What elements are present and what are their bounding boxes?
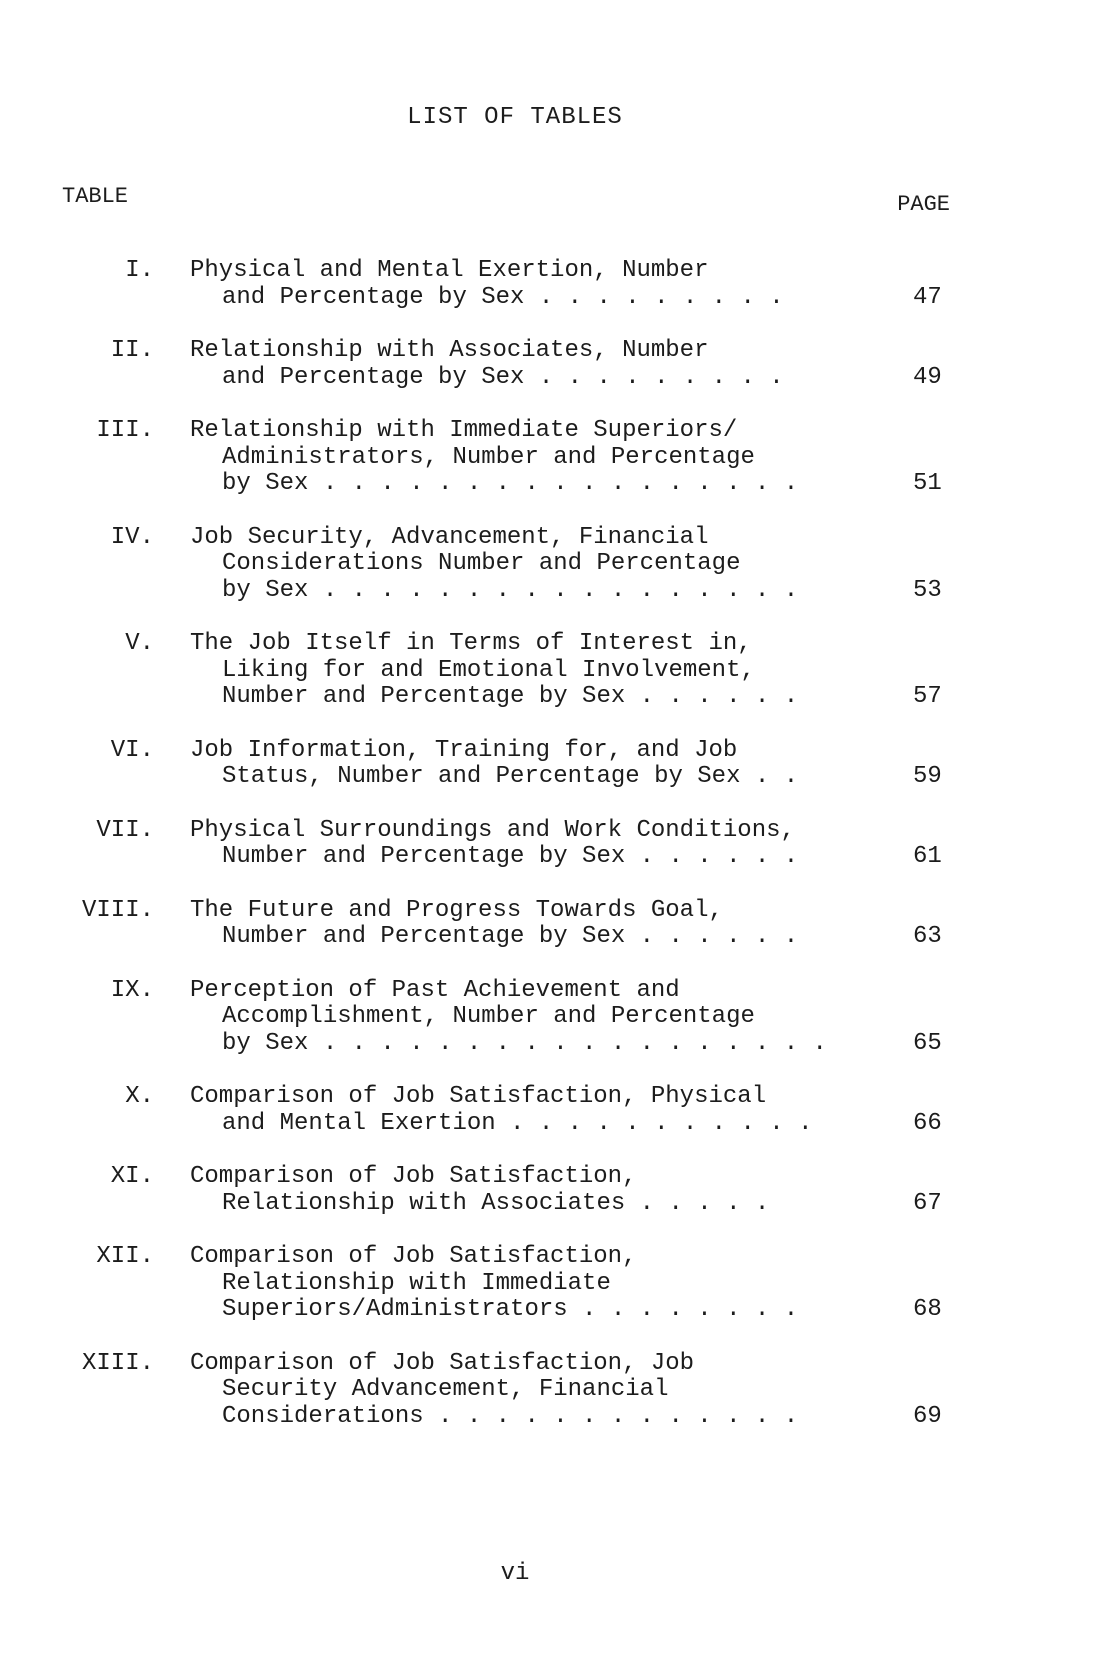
page-ref: 69	[913, 1402, 942, 1430]
table-title-line: Administrators, Number and Percentage	[222, 443, 755, 471]
table-title	[190, 738, 870, 791]
list-item	[0, 1084, 1100, 1137]
table-title-line: by Sex . . . . . . . . . . . . . . . . . .	[222, 1029, 827, 1057]
page-ref: 65	[913, 1029, 942, 1057]
table-number: VII.	[96, 816, 154, 844]
list-item	[0, 418, 1100, 498]
page-ref: 66	[913, 1109, 942, 1137]
page-ref: 61	[913, 843, 942, 870]
list-item	[0, 631, 1100, 711]
page-ref: 51	[913, 470, 942, 497]
table-number: VIII.	[81, 896, 154, 924]
page-ref: 67	[913, 1189, 942, 1217]
table-title-line: Comparison of Job Satisfaction,	[190, 1163, 637, 1190]
table-title-line: and Percentage by Sex . . . . . . . . .	[222, 363, 784, 391]
table-number: IV.	[110, 523, 154, 551]
table-number: I.	[125, 257, 154, 284]
table-title-line: Relationship with Associates, Number	[190, 337, 709, 364]
table-number: III.	[96, 417, 154, 444]
table-title-line: Job Security, Advancement, Financial	[190, 523, 709, 551]
table-title	[190, 631, 870, 711]
table-title	[190, 1164, 870, 1217]
table-title-line: by Sex . . . . . . . . . . . . . . . . .	[222, 576, 799, 604]
table-number: VI.	[110, 736, 154, 764]
table-of-tables-list	[0, 258, 1100, 1457]
table-title-line: Comparison of Job Satisfaction, Physical	[190, 1083, 767, 1110]
list-item	[0, 525, 1100, 605]
table-title-line: Considerations Number and Percentage	[222, 550, 741, 577]
table-number: XII.	[96, 1243, 154, 1270]
table-number: II.	[110, 337, 154, 364]
table-title	[190, 525, 870, 605]
page-ref: 53	[913, 576, 942, 604]
table-title	[190, 258, 870, 311]
list-item	[0, 1244, 1100, 1324]
table-title-line: Number and Percentage by Sex . . . . . .	[222, 923, 799, 950]
table-title	[190, 1084, 870, 1137]
table-title-line: The Job Itself in Terms of Interest in,	[190, 630, 752, 657]
table-title-line: Physical Surroundings and Work Conditions,	[190, 816, 795, 844]
table-title-line: Relationship with Immediate	[222, 1269, 611, 1297]
page-ref: 59	[913, 763, 942, 790]
table-title-line: Liking for and Emotional Involvement,	[222, 656, 755, 684]
table-title-line: and Percentage by Sex . . . . . . . . .	[222, 283, 784, 311]
table-title-line: Considerations . . . . . . . . . . . . .	[222, 1402, 799, 1430]
table-title-line: Relationship with Immediate Superiors/	[190, 417, 738, 444]
table-title-line: Security Advancement, Financial	[222, 1376, 669, 1403]
table-title	[190, 978, 870, 1058]
list-item	[0, 258, 1100, 311]
table-number: XIII.	[81, 1349, 154, 1377]
list-item	[0, 338, 1100, 391]
table-title	[190, 338, 870, 391]
list-item	[0, 978, 1100, 1058]
list-item	[0, 738, 1100, 791]
table-title-line: Perception of Past Achievement and	[190, 976, 680, 1004]
table-title-line: Physical and Mental Exertion, Number	[190, 257, 709, 284]
table-number: X.	[125, 1083, 154, 1110]
table-number: XI.	[110, 1163, 154, 1190]
table-title-line: Job Information, Training for, and Job	[190, 736, 738, 764]
table-title-line: and Mental Exertion . . . . . . . . . . .	[222, 1109, 813, 1137]
table-title	[190, 898, 870, 951]
table-title-line: Comparison of Job Satisfaction, Job	[190, 1349, 695, 1377]
table-title-line: Comparison of Job Satisfaction,	[190, 1243, 637, 1270]
table-title-line: by Sex . . . . . . . . . . . . . . . . .	[222, 470, 799, 497]
table-title-line: Relationship with Associates . . . . .	[222, 1189, 770, 1217]
table-number: IX.	[110, 976, 154, 1004]
table-title-line: Superiors/Administrators . . . . . . . .	[222, 1296, 799, 1323]
table-title	[190, 418, 870, 498]
page-column-header: PAGE	[897, 192, 950, 217]
table-title-line: Status, Number and Percentage by Sex . .	[222, 763, 799, 790]
table-title-line: Accomplishment, Number and Percentage	[222, 1003, 755, 1030]
table-title	[190, 1351, 870, 1431]
page-ref: 68	[913, 1296, 942, 1323]
page-ref: 63	[913, 923, 942, 950]
page-ref: 49	[913, 363, 942, 391]
page-number: vi	[500, 1560, 530, 1587]
table-title	[190, 1244, 870, 1324]
table-title-line: Number and Percentage by Sex . . . . . .	[222, 683, 799, 710]
list-item	[0, 818, 1100, 871]
page-title: LIST OF TABLES	[407, 104, 623, 131]
page-ref: 47	[913, 283, 942, 311]
list-item	[0, 1351, 1100, 1431]
table-title-line: Number and Percentage by Sex . . . . . .	[222, 843, 799, 870]
table-title-line: The Future and Progress Towards Goal,	[190, 896, 723, 924]
table-column-header: TABLE	[62, 184, 129, 209]
list-item	[0, 898, 1100, 951]
table-title	[190, 818, 870, 871]
list-item	[0, 1164, 1100, 1217]
page-ref: 57	[913, 683, 942, 710]
table-number: V.	[125, 630, 154, 657]
